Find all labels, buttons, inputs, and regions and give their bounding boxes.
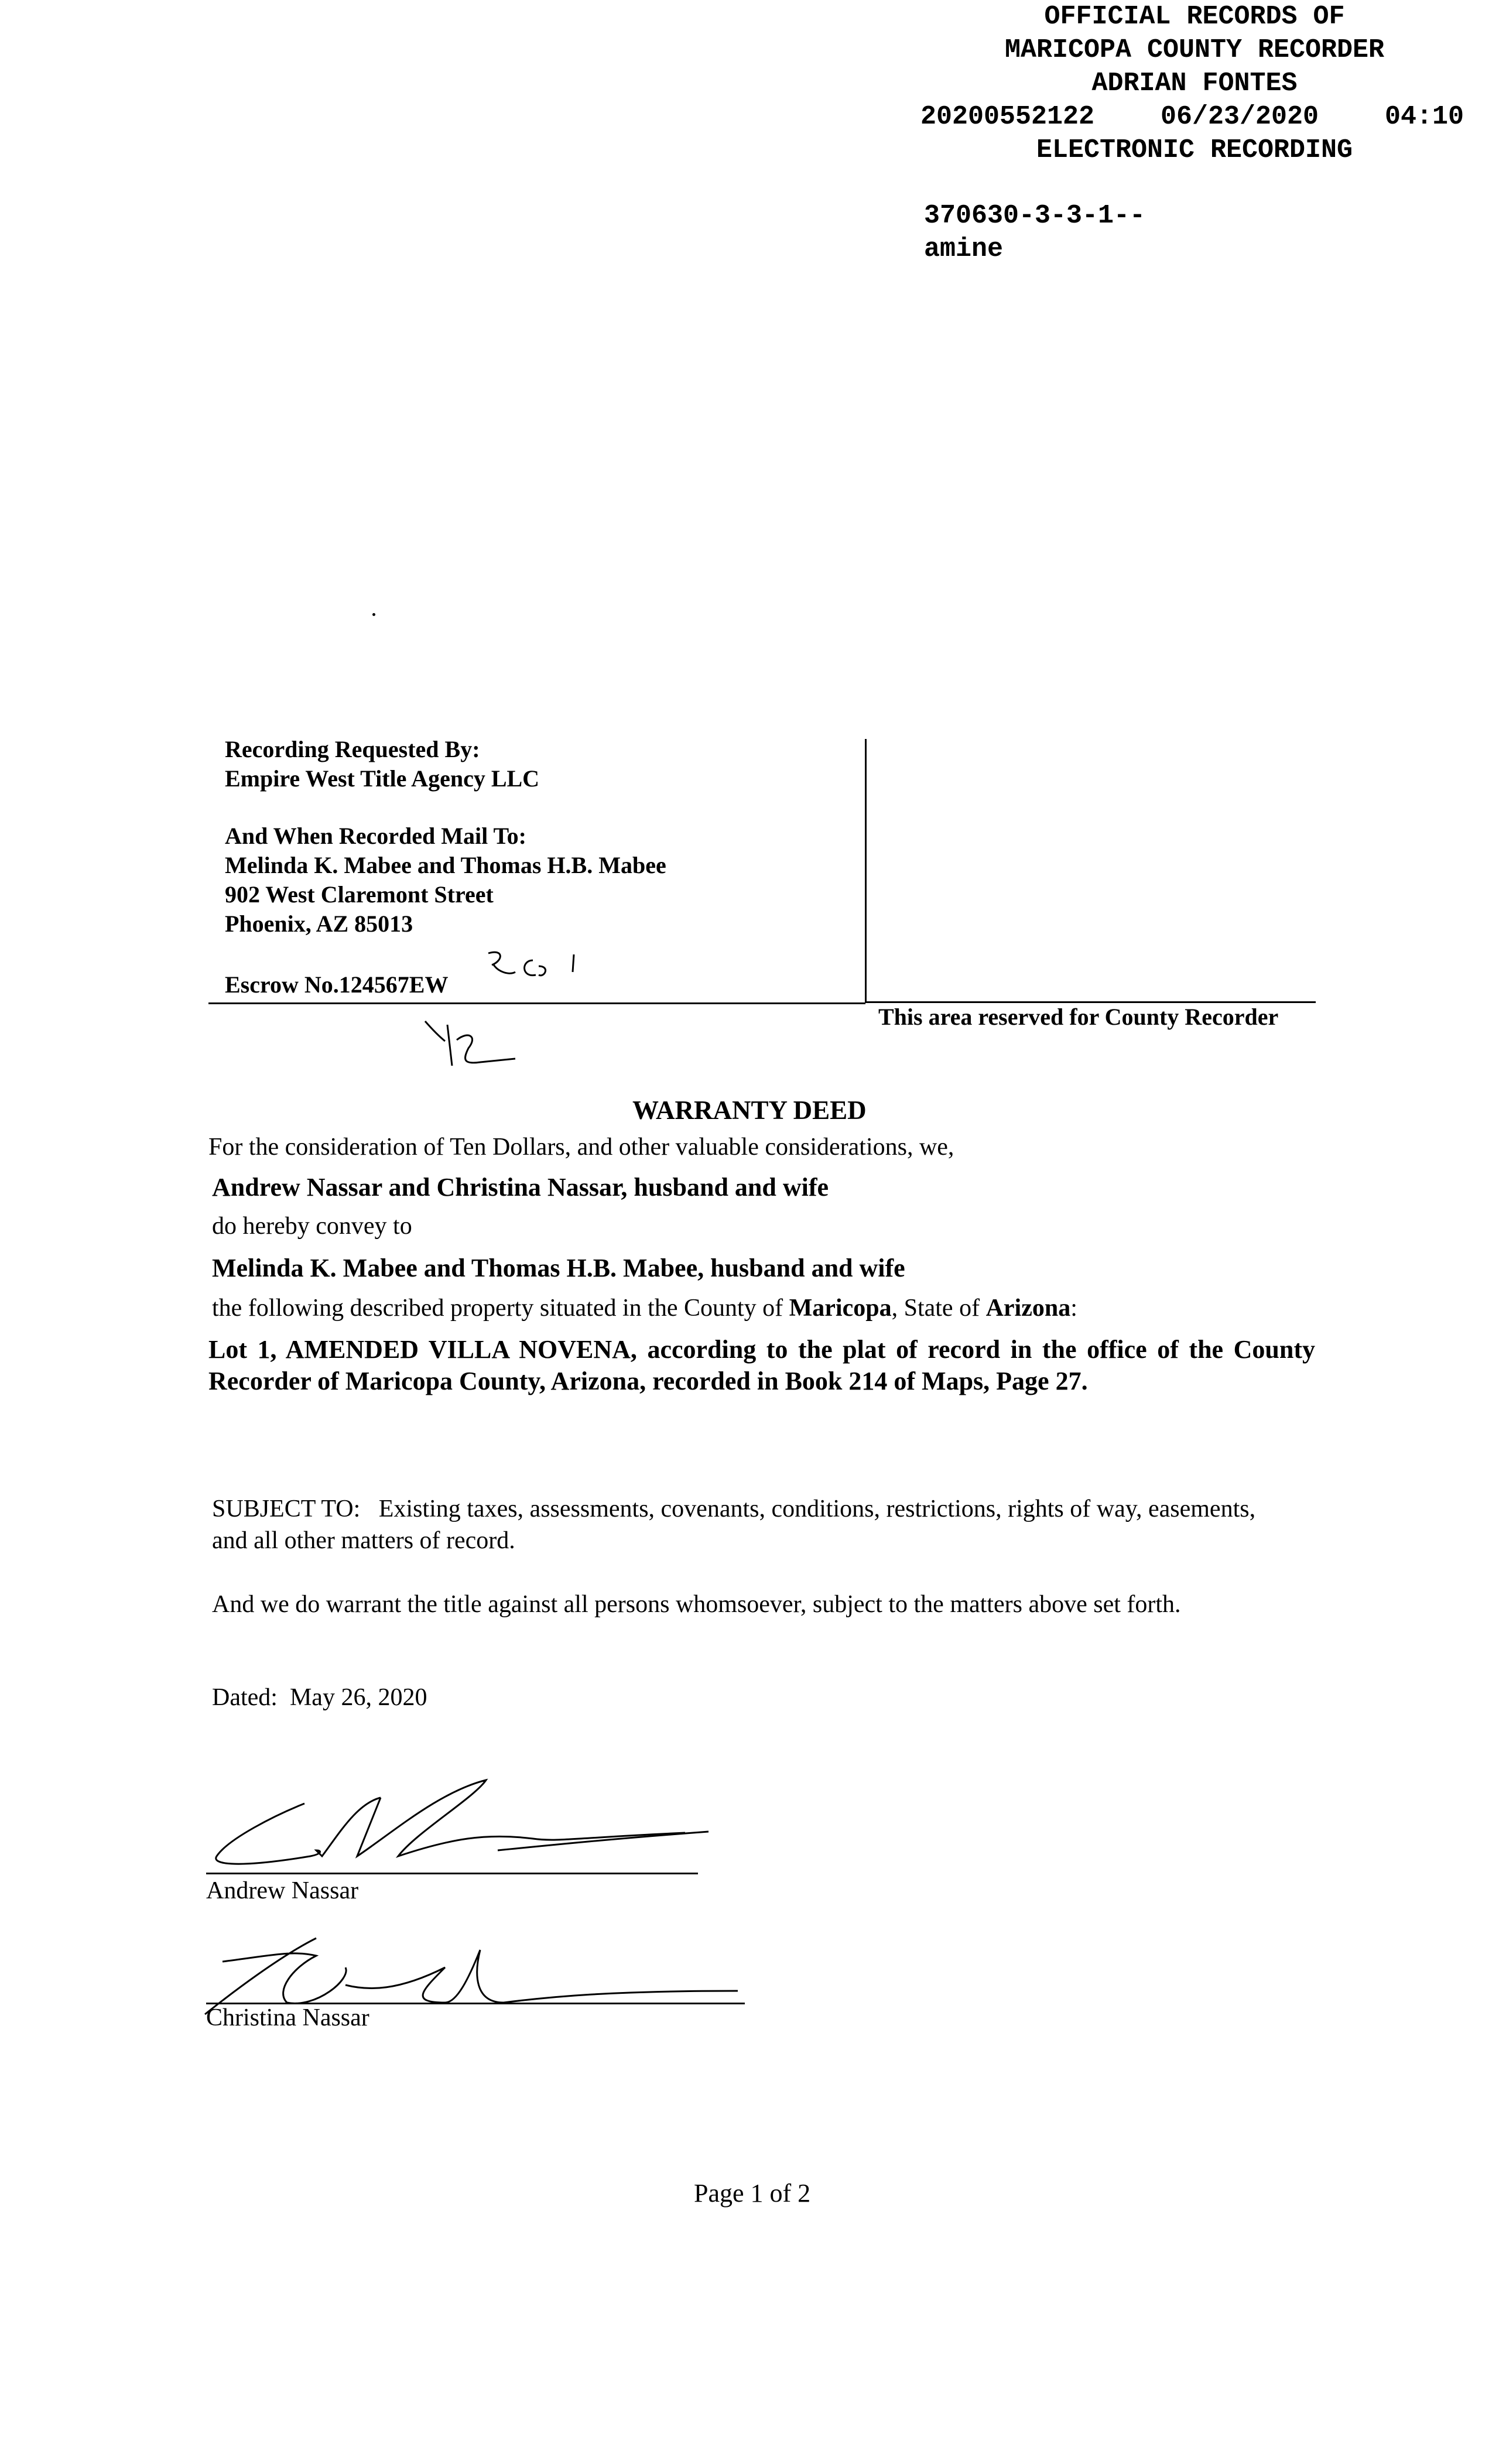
grantees: Melinda K. Mabee and Thomas H.B. Mabee, husband and wife: [212, 1254, 905, 1282]
mail-to-label: And When Recorded Mail To:: [225, 823, 526, 849]
signature-line-1: [206, 1873, 698, 1874]
signature-andrew-nassar: [205, 1768, 761, 1874]
document-title: WARRANTY DEED: [632, 1096, 867, 1125]
document-number: 20200552122: [920, 102, 1095, 132]
dated-line: Dated: May 26, 2020: [212, 1684, 427, 1711]
recording-date: 06/23/2020: [1160, 102, 1319, 132]
recording-info: [225, 735, 666, 939]
state-intro: , State of: [891, 1295, 986, 1322]
requested-by: Empire West Title Agency LLC: [225, 765, 540, 792]
recorder-area-divider: [865, 739, 867, 1002]
handwritten-initials-mark: [480, 949, 597, 995]
reference-user: amine: [924, 234, 1004, 264]
reference-code-block: [924, 199, 1145, 266]
legal-description: Lot 1, AMENDED VILLA NOVENA, according to the plat of record in the office of the County Recorder of Maricopa County, Arizona, recorded in Book 214 of Maps, Page 27.: [208, 1335, 1315, 1395]
property-location: [212, 1294, 1077, 1322]
county-recorder-note: This area reserved for County Recorder: [878, 1004, 1279, 1030]
mail-to-city: Phoenix, AZ 85013: [225, 911, 413, 937]
handwritten-fraction-mark: [422, 1013, 521, 1077]
grantors: Andrew Nassar and Christina Nassar, husband and wife: [212, 1173, 829, 1202]
escrow-number: Escrow No.124567EW: [225, 971, 449, 998]
subject-to-clause: SUBJECT TO: Existing taxes, assessments, covenants, conditions, restrictions, rights of way, easements, and all other matters of record.: [212, 1495, 1262, 1554]
mail-to-street: 902 West Claremont Street: [225, 881, 494, 908]
recording-rule-left: [208, 1002, 865, 1004]
warranty-clause: And we do warrant the title against all persons whomsoever, subject to the matters above set forth.: [212, 1591, 1181, 1618]
property-intro: the following described property situated in the County of: [212, 1295, 789, 1322]
recording-time: 04:10: [1384, 102, 1464, 132]
stray-mark: [372, 613, 375, 616]
stamp-line-2: MARICOPA COUNTY RECORDER: [1004, 35, 1385, 65]
stamp-line-5: ELECTRONIC RECORDING: [1036, 135, 1353, 165]
state-name: Arizona: [985, 1295, 1071, 1322]
stamp-number-row: [913, 100, 1476, 134]
page-number: Page 1 of 2: [694, 2179, 811, 2208]
stamp-line-1: OFFICIAL RECORDS OF: [1044, 2, 1345, 32]
mail-to-name: Melinda K. Mabee and Thomas H.B. Mabee: [225, 852, 666, 878]
county-name: Maricopa: [789, 1295, 892, 1322]
stamp-line-3: ADRIAN FONTES: [1091, 69, 1298, 98]
recorder-stamp: [913, 0, 1476, 167]
signer-2-name: Christina Nassar: [206, 2004, 369, 2031]
reference-code: 370630-3-3-1--: [924, 201, 1146, 231]
state-colon: :: [1070, 1295, 1077, 1322]
convey-clause: do hereby convey to: [212, 1213, 412, 1240]
consideration-clause: For the consideration of Ten Dollars, and other valuable considerations, we,: [208, 1134, 954, 1161]
requested-by-label: Recording Requested By:: [225, 736, 480, 762]
signer-1-name: Andrew Nassar: [206, 1877, 359, 1904]
